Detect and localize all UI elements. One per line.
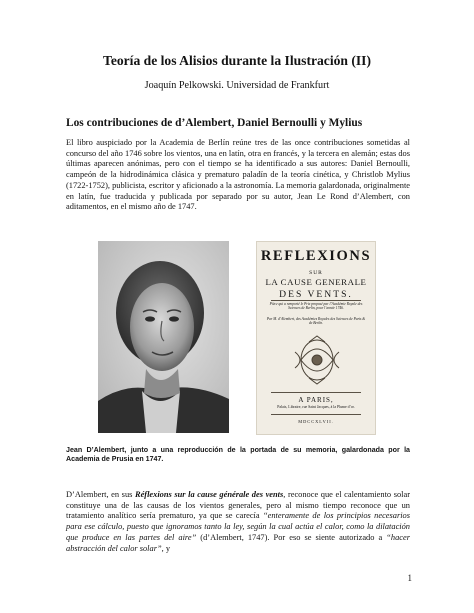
section-heading: Los contribuciones de d’Alembert, Daniel Bernoulli y Mylius xyxy=(66,117,363,129)
quotation: “hacer abstracción del calor solar” xyxy=(66,532,410,553)
book-title-reference: Réflexions sur la cause générale des vents xyxy=(135,490,284,499)
quotation: “enteramente de los principios necesarios para ese cálculo, puesto que ignoramos tanto la ley, según la cual actúa el calor, como la dilatación que produce en las partes del aire” xyxy=(66,511,411,542)
title-page-line: LA CAUSE GENERALE xyxy=(265,277,367,287)
ornament-icon xyxy=(291,334,343,386)
title-page-rule xyxy=(271,392,361,393)
page-number: 1 xyxy=(407,573,412,583)
document-title: Teoría de los Alisios durante la Ilustración (II) xyxy=(103,53,371,68)
portrait-image xyxy=(98,241,229,433)
title-page-image xyxy=(256,241,376,435)
title-page-rule xyxy=(271,414,361,415)
paragraph-text: (d’Alembert, 1747). Por eso se siente autorizado a xyxy=(196,532,387,542)
body-paragraph-2 xyxy=(66,490,410,554)
title-page-line: Pièce qui a remporté le Prix proposé par l’Académie Royale des Sciences de Berlin, pour l’année 1746. xyxy=(269,302,363,311)
title-page-line: Palais, Libraire, rue Saint Jacques, à la Plume d’or. xyxy=(277,405,355,409)
paragraph-text: , reconoce que el calentamiento solar constituye una de las causas de los vientos generales, pero al mismo tiempo reconoce que un tratamiento analítico sería prematuro, ya que se carecía xyxy=(66,490,410,521)
title-page-line: SUR xyxy=(309,270,323,276)
title-page-rule xyxy=(271,300,361,301)
paragraph-text: D’Alembert, en sus xyxy=(66,490,135,499)
figure-caption: Jean D’Alembert, junto a una reproducción de la portada de su memoria, galardonada por la Academia de Prusia en 1747. xyxy=(66,446,410,464)
title-page-line: MDCCXLVII. xyxy=(298,419,334,424)
title-page-line: Par M. d’Alembert, des Académies Royales des Sciences de Paris & de Berlin. xyxy=(266,317,366,326)
body-paragraph-1: El libro auspiciado por la Academia de Berlín reúne tres de las once contribuciones sometidas al concurso del año 1746 sobre los vientos, una en latín, otra en francés, y la tercera en alemán; estas dos últimas aparecen anónimas, pero con el tiempo se ha identificado a sus autores: Daniel Bernoulli, campeón de la hidrodinámica clásica y prematuro paladín de la teoría cinética, y Christlob Mylius (1722-1752), publicista, escritor y aficionado a la astronomía. La memoria galardonada, originalmente en latín, fue traducida y publicada por separado por su autor, Jean Le Rond d’Alembert, con aditamentos, en el mismo año de 1747. xyxy=(66,138,410,212)
author-line: Joaquín Pelkowski. Universidad de Frankfurt xyxy=(144,80,330,91)
title-page-line: DES VENTS. xyxy=(279,289,353,300)
title-page-line: REFLEXIONS xyxy=(260,248,372,264)
paragraph-text: , y xyxy=(161,543,170,553)
title-page-line: A PARIS, xyxy=(298,396,334,404)
